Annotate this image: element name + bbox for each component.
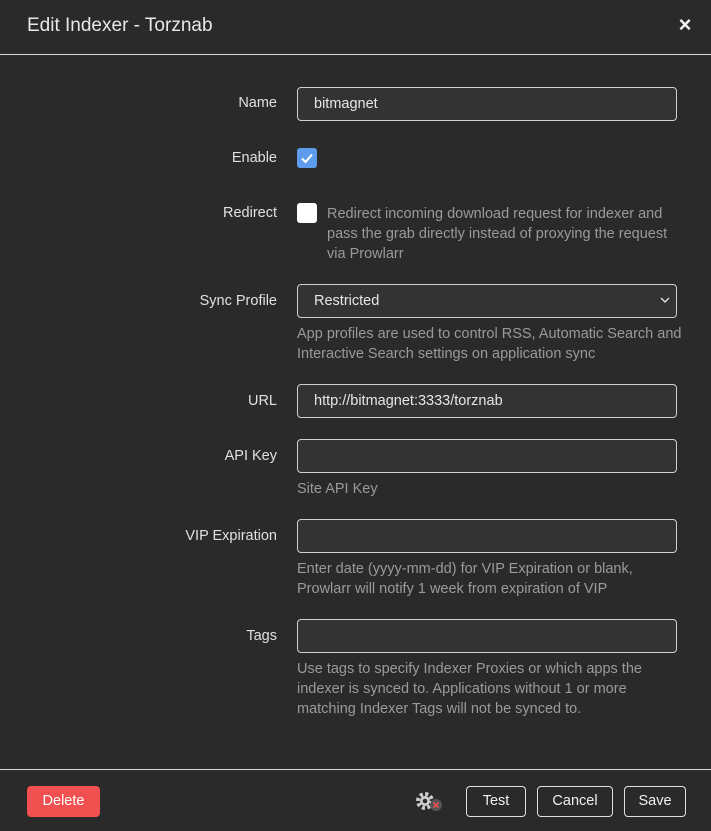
tags-label: Tags [246,628,277,644]
cancel-button[interactable]: Cancel [537,786,613,817]
gear-error-icon [413,789,445,815]
url-label: URL [247,393,277,409]
enable-label: Enable [231,150,277,166]
sync-profile-select[interactable] [297,284,677,318]
tags-help: Use tags to specify Indexer Proxies or which apps the indexer is synced to. Applications without 1 or more matching Indexer Tags will not be synced to. [297,661,642,717]
api-key-input[interactable] [297,439,677,473]
delete-button[interactable]: Delete [27,786,100,817]
name-input[interactable]: bitmagnet [297,87,677,121]
checkmark-icon [297,148,317,168]
redirect-help: Redirect incoming download request for indexer and pass the grab directly instead of proxying the request via Prowlarr [327,206,668,262]
name-label: Name [238,95,277,111]
sync-profile-help: App profiles are used to control RSS, Automatic Search and Interactive Search settings on application sync [297,326,682,362]
close-icon[interactable]: × [678,12,692,37]
redirect-label: Redirect [223,205,277,221]
vip-expiration-input[interactable] [297,519,677,553]
modal-footer [0,769,711,831]
sync-profile-value: Restricted [314,293,380,309]
vip-expiration-label: VIP Expiration [185,528,277,544]
api-key-help: Site API Key [297,481,378,497]
vip-expiration-help: Enter date (yyyy-mm-dd) for VIP Expiration or blank, Prowlarr will notify 1 week from expiration of VIP [297,561,633,597]
redirect-checkbox[interactable] [297,203,317,223]
save-button[interactable]: Save [624,786,686,817]
test-button[interactable]: Test [466,786,526,817]
url-input[interactable]: http://bitmagnet:3333/torznab [297,384,677,418]
sync-profile-label: Sync Profile [199,293,277,309]
modal-header [0,0,711,55]
enable-checkbox[interactable] [297,148,317,168]
modal-title: Edit Indexer - Torznab [27,15,213,36]
chevron-down-icon [658,293,672,307]
tags-input[interactable] [297,619,677,653]
api-key-label: API Key [224,448,277,464]
